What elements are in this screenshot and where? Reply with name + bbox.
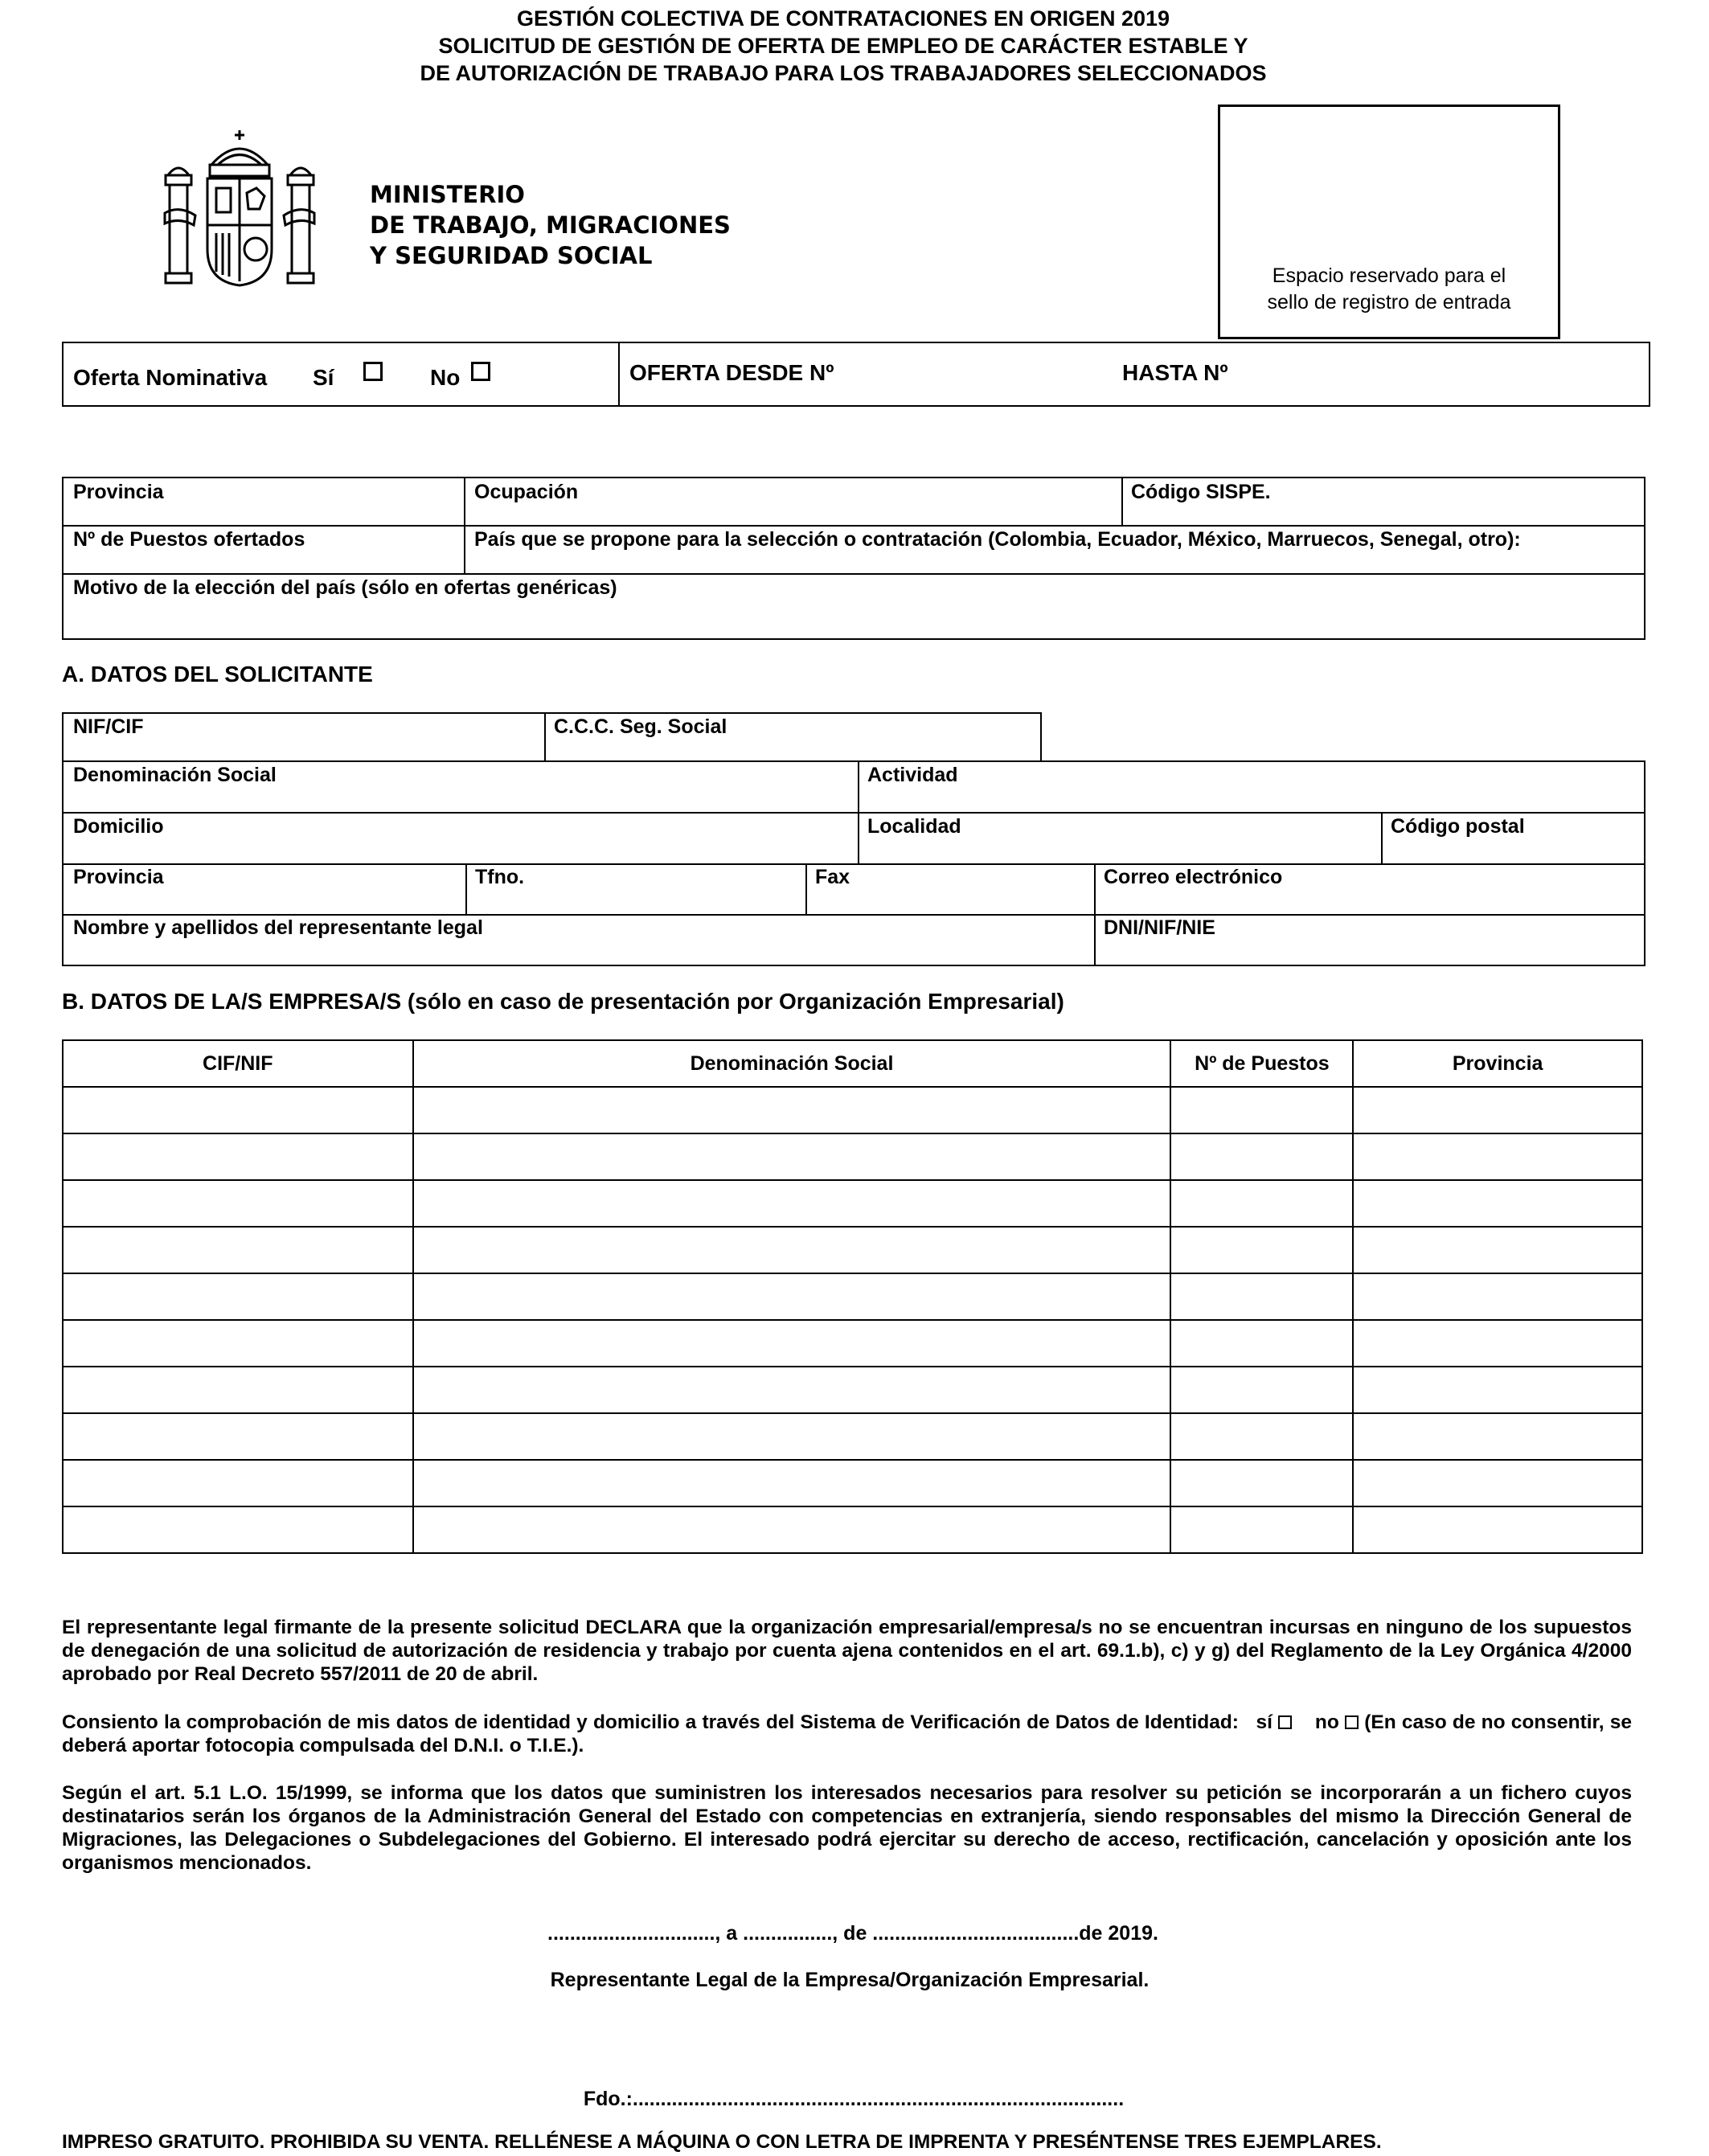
ministry-name <box>370 179 731 271</box>
puestos-cell[interactable] <box>1170 1460 1353 1506</box>
consent-si-label: sí <box>1256 1711 1273 1733</box>
provincia-cell[interactable] <box>1353 1180 1642 1227</box>
consent-si-checkbox[interactable] <box>1278 1715 1292 1729</box>
pais-seleccion-field[interactable]: País que se propone para la selección o contratación (Colombia, Ecuador, México, Marruecos, Senegal, otro): <box>474 528 1521 551</box>
table-row <box>63 1506 1642 1553</box>
provincia-field[interactable]: Provincia <box>73 481 164 503</box>
cif-nif-cell[interactable] <box>63 1367 413 1413</box>
oferta-desde-label[interactable]: OFERTA DESDE Nº <box>629 360 834 385</box>
denominacion-cell[interactable] <box>413 1320 1171 1367</box>
table-row <box>63 1460 1642 1506</box>
header-line-1: GESTIÓN COLECTIVA DE CONTRATACIONES EN ORIGEN 2019 <box>516 6 1170 31</box>
puestos-cell[interactable] <box>1170 1087 1353 1133</box>
empresas-table <box>62 1039 1643 1554</box>
denominacion-cell[interactable] <box>413 1367 1171 1413</box>
denominacion-cell[interactable] <box>413 1087 1171 1133</box>
telefono-field[interactable]: Tfno. <box>475 866 525 888</box>
puestos-ofertados-field[interactable]: Nº de Puestos ofertados <box>73 528 305 551</box>
provincia-cell[interactable] <box>1353 1367 1642 1413</box>
puestos-cell[interactable] <box>1170 1413 1353 1460</box>
motivo-pais-field[interactable]: Motivo de la elección del país (sólo en ofertas genéricas) <box>73 576 617 599</box>
cif-nif-cell[interactable] <box>63 1227 413 1273</box>
table-row <box>63 1413 1642 1460</box>
puestos-cell[interactable] <box>1170 1273 1353 1320</box>
nominativa-label: Oferta Nominativa <box>73 365 268 390</box>
nif-ccc-row <box>62 712 1042 762</box>
ministry-line-2: DE TRABAJO, MIGRACIONES <box>370 211 731 239</box>
nominativa-si-checkbox[interactable] <box>363 362 383 381</box>
denominacion-cell[interactable] <box>413 1180 1171 1227</box>
consent-no-label: no <box>1314 1711 1339 1733</box>
table-row <box>63 1087 1642 1133</box>
column-header-cif-nif: CIF/NIF <box>63 1040 413 1087</box>
consent-text-end: (En caso de no consentir, se deberá aportar fotocopia compulsada del D.N.I. o T.I.E.). <box>62 1711 1632 1756</box>
footer-notice: IMPRESO GRATUITO. PROHIBIDA SU VENTA. RELLÉNESE A MÁQUINA O CON LETRA DE IMPRENTA Y PRESÉNTENSE TRES EJEMPLARES. <box>62 2131 1382 2153</box>
actividad-field[interactable]: Actividad <box>867 764 958 786</box>
cif-nif-cell[interactable] <box>63 1413 413 1460</box>
registry-stamp-text: Espacio reservado para el sello de registro de entrada <box>1267 264 1511 314</box>
provincia-solicitante-field[interactable]: Provincia <box>73 866 164 888</box>
empresas-table-header <box>63 1040 1642 1087</box>
document-header <box>0 5 1709 87</box>
dni-nif-nie-field[interactable]: DNI/NIF/NIE <box>1104 916 1215 939</box>
table-row <box>63 1273 1642 1320</box>
solicitante-table <box>62 760 1645 966</box>
ministry-line-1: MINISTERIO <box>370 181 525 208</box>
denominacion-cell[interactable] <box>413 1506 1171 1553</box>
cif-nif-cell[interactable] <box>63 1180 413 1227</box>
consent-text-start: Consiento la comprobación de mis datos de identidad y domicilio a través del Sistema de Verificación de Datos de Identidad: <box>62 1711 1239 1733</box>
localidad-field[interactable]: Localidad <box>867 815 961 838</box>
ministry-line-3: Y SEGURIDAD SOCIAL <box>370 242 653 269</box>
table-row <box>63 1180 1642 1227</box>
ccc-field[interactable]: C.C.C. Seg. Social <box>554 715 727 738</box>
declaration-paragraph: El representante legal firmante de la presente solicitud DECLARA que la organización empresarial/empresa/s no se encuentran incursas en ninguno de los supuestos de denegación de una solicitud de autorización de residencia y trabajo por cuenta ajena contenidos en el art. 69.1.b), c) y g) del Reglamento de la Ley Orgánica 4/2000 aprobado por Real Decreto 557/2011 de 20 de abril. <box>62 1617 1632 1685</box>
domicilio-field[interactable]: Domicilio <box>73 815 164 838</box>
date-place-line[interactable]: .............................., a ................, de .....................................de 2019. <box>547 1922 1158 1945</box>
provincia-cell[interactable] <box>1353 1087 1642 1133</box>
ocupacion-field[interactable]: Ocupación <box>474 481 579 503</box>
registry-stamp-box[interactable] <box>1218 105 1560 339</box>
coat-of-arms-icon <box>163 129 316 289</box>
section-b-title: B. DATOS DE LA/S EMPRESA/S (sólo en caso de presentación por Organización Empresarial) <box>62 989 1064 1014</box>
table-row <box>63 1227 1642 1273</box>
cif-nif-cell[interactable] <box>63 1506 413 1553</box>
table-row <box>63 1367 1642 1413</box>
cif-nif-cell[interactable] <box>63 1320 413 1367</box>
representante-legal-field[interactable]: Nombre y apellidos del representante legal <box>73 916 483 939</box>
cif-nif-cell[interactable] <box>63 1133 413 1180</box>
signatory-role: Representante Legal de la Empresa/Organización Empresarial. <box>550 1969 1150 1991</box>
column-header-provincia: Provincia <box>1353 1040 1642 1087</box>
provincia-cell[interactable] <box>1353 1227 1642 1273</box>
puestos-cell[interactable] <box>1170 1367 1353 1413</box>
cif-nif-cell[interactable] <box>63 1087 413 1133</box>
nif-cif-field[interactable]: NIF/CIF <box>73 715 144 738</box>
codigo-postal-field[interactable]: Código postal <box>1391 815 1525 838</box>
column-header-denominacion: Denominación Social <box>413 1040 1171 1087</box>
provincia-cell[interactable] <box>1353 1506 1642 1553</box>
denominacion-cell[interactable] <box>413 1413 1171 1460</box>
puestos-cell[interactable] <box>1170 1506 1353 1553</box>
puestos-cell[interactable] <box>1170 1320 1353 1367</box>
cif-nif-cell[interactable] <box>63 1273 413 1320</box>
correo-electronico-field[interactable]: Correo electrónico <box>1104 866 1283 888</box>
denominacion-cell[interactable] <box>413 1133 1171 1180</box>
nominativa-no-checkbox[interactable] <box>471 362 490 381</box>
denominacion-cell[interactable] <box>413 1273 1171 1320</box>
puestos-cell[interactable] <box>1170 1180 1353 1227</box>
provincia-cell[interactable] <box>1353 1320 1642 1367</box>
consent-no-checkbox[interactable] <box>1345 1715 1359 1729</box>
nominativa-no-label: No <box>430 365 461 390</box>
provincia-cell[interactable] <box>1353 1133 1642 1180</box>
header-line-3: DE AUTORIZACIÓN DE TRABAJO PARA LOS TRABAJADORES SELECCIONADOS <box>420 61 1267 85</box>
puestos-cell[interactable] <box>1170 1227 1353 1273</box>
table-row <box>63 1133 1642 1180</box>
header-line-2: SOLICITUD DE GESTIÓN DE OFERTA DE EMPLEO DE CARÁCTER ESTABLE Y <box>438 34 1248 58</box>
puestos-cell[interactable] <box>1170 1133 1353 1180</box>
column-header-puestos: Nº de Puestos <box>1170 1040 1353 1087</box>
denominacion-cell[interactable] <box>413 1227 1171 1273</box>
oferta-hasta-label[interactable]: HASTA Nº <box>1122 360 1228 385</box>
provincia-cell[interactable] <box>1353 1460 1642 1506</box>
table-row <box>63 1320 1642 1367</box>
offer-row <box>62 342 1650 407</box>
offer-details-table <box>62 477 1645 640</box>
codigo-sispe-field[interactable]: Código SISPE. <box>1131 481 1271 503</box>
cif-nif-cell[interactable] <box>63 1460 413 1506</box>
data-protection-paragraph: Según el art. 5.1 L.O. 15/1999, se informa que los datos que suministren los interesados necesarios para resolver su petición se incorporarán a un fichero cuyos destinatarios serán los órganos de la Administración General del Estado con competencias en extranjería, siendo responsables del mismo la Dirección General de Migraciones, las Delegaciones o Subdelegaciones del Gobierno. El interesado podrá ejercitar su derecho de acceso, rectificación, cancelación y oposición ante los organismos mencionados. <box>62 1782 1632 1874</box>
provincia-cell[interactable] <box>1353 1413 1642 1460</box>
nominativa-si-label: Sí <box>313 365 334 390</box>
signature-line[interactable]: Fdo.:........................................................................................ <box>583 2088 1125 2110</box>
section-a-title: A. DATOS DEL SOLICITANTE <box>62 662 373 687</box>
fax-field[interactable]: Fax <box>815 866 850 888</box>
consent-paragraph <box>62 1711 1632 1757</box>
denominacion-cell[interactable] <box>413 1460 1171 1506</box>
provincia-cell[interactable] <box>1353 1273 1642 1320</box>
denominacion-social-field[interactable]: Denominación Social <box>73 764 277 786</box>
